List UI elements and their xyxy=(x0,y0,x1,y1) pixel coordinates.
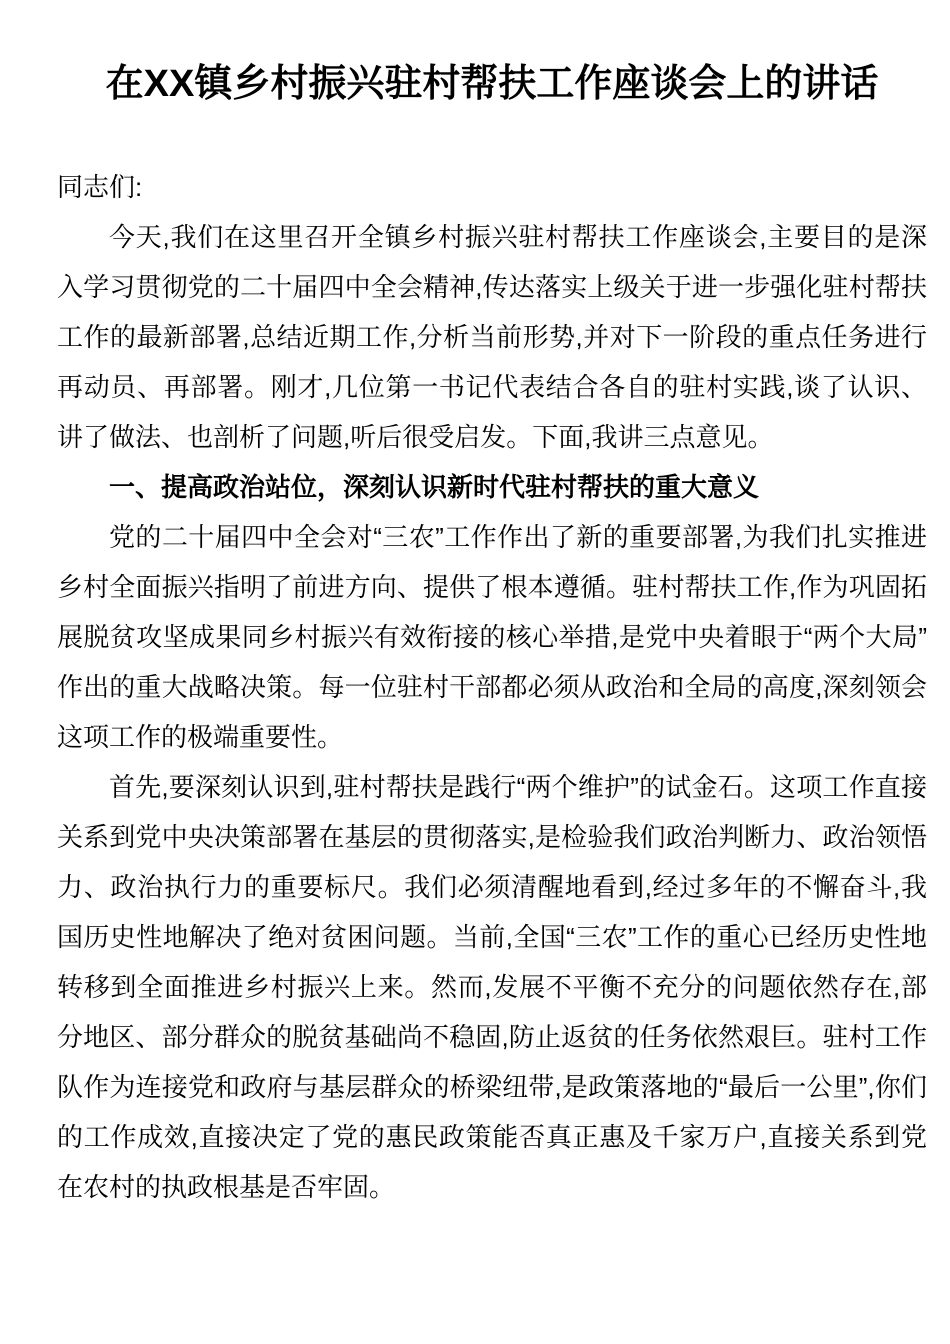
paragraph-plenum-deployment: 党的二十届四中全会对“三农”工作作出了新的重要部署,为我们扎实推进乡村全面振兴指明了前进方向、提供了根本遵循。驻村帮扶工作,作为巩固拓展脱贫攻坚成果同乡村振兴有效衔接的核心举措,是党中央着眼于“两个大局”作出的重大战略决策。每一位驻村干部都必须从政治和全局的高度,深刻领会这项工作的极端重要性。 xyxy=(57,522,927,752)
salutation: 同志们: xyxy=(57,172,143,202)
paragraph-opening: 今天,我们在这里召开全镇乡村振兴驻村帮扶工作座谈会,主要目的是深入学习贯彻党的二十届四中全会精神,传达落实上级关于进一步强化驻村帮扶工作的最新部署,总结近期工作,分析当前形势,并对下一阶段的重点任务进行再动员、再部署。刚才,几位第一书记代表结合各自的驻村实践,谈了认识、讲了做法、也剖析了问题,听后很受启发。下面,我讲三点意见。 xyxy=(57,222,927,452)
paragraph-first-point: 首先,要深刻认识到,驻村帮扶是践行“两个维护”的试金石。这项工作直接关系到党中央决策部署在基层的贯彻落实,是检验我们政治判断力、政治领悟力、政治执行力的重要标尺。我们必须清醒地看到,经过多年的不懈奋斗,我国历史性地解决了绝对贫困问题。当前,全国“三农”工作的重心已经历史性地转移到全面推进乡村振兴上来。然而,发展不平衡不充分的问题依然存在,部分地区、部分群众的脱贫基础尚不稳固,防止返贫的任务依然艰巨。驻村工作队作为连接党和政府与基层群众的桥梁纽带,是政策落地的“最后一公里”,你们的工作成效,直接决定了党的惠民政策能否真正惠及千家万户,直接关系到党在农村的执政根基是否牢固。 xyxy=(57,772,927,1202)
document-title: 在XX镇乡村振兴驻村帮扶工作座谈会上的讲话 xyxy=(105,63,879,105)
section-heading-1: 一、提高政治站位，深刻认识新时代驻村帮扶的重大意义 xyxy=(109,472,760,502)
